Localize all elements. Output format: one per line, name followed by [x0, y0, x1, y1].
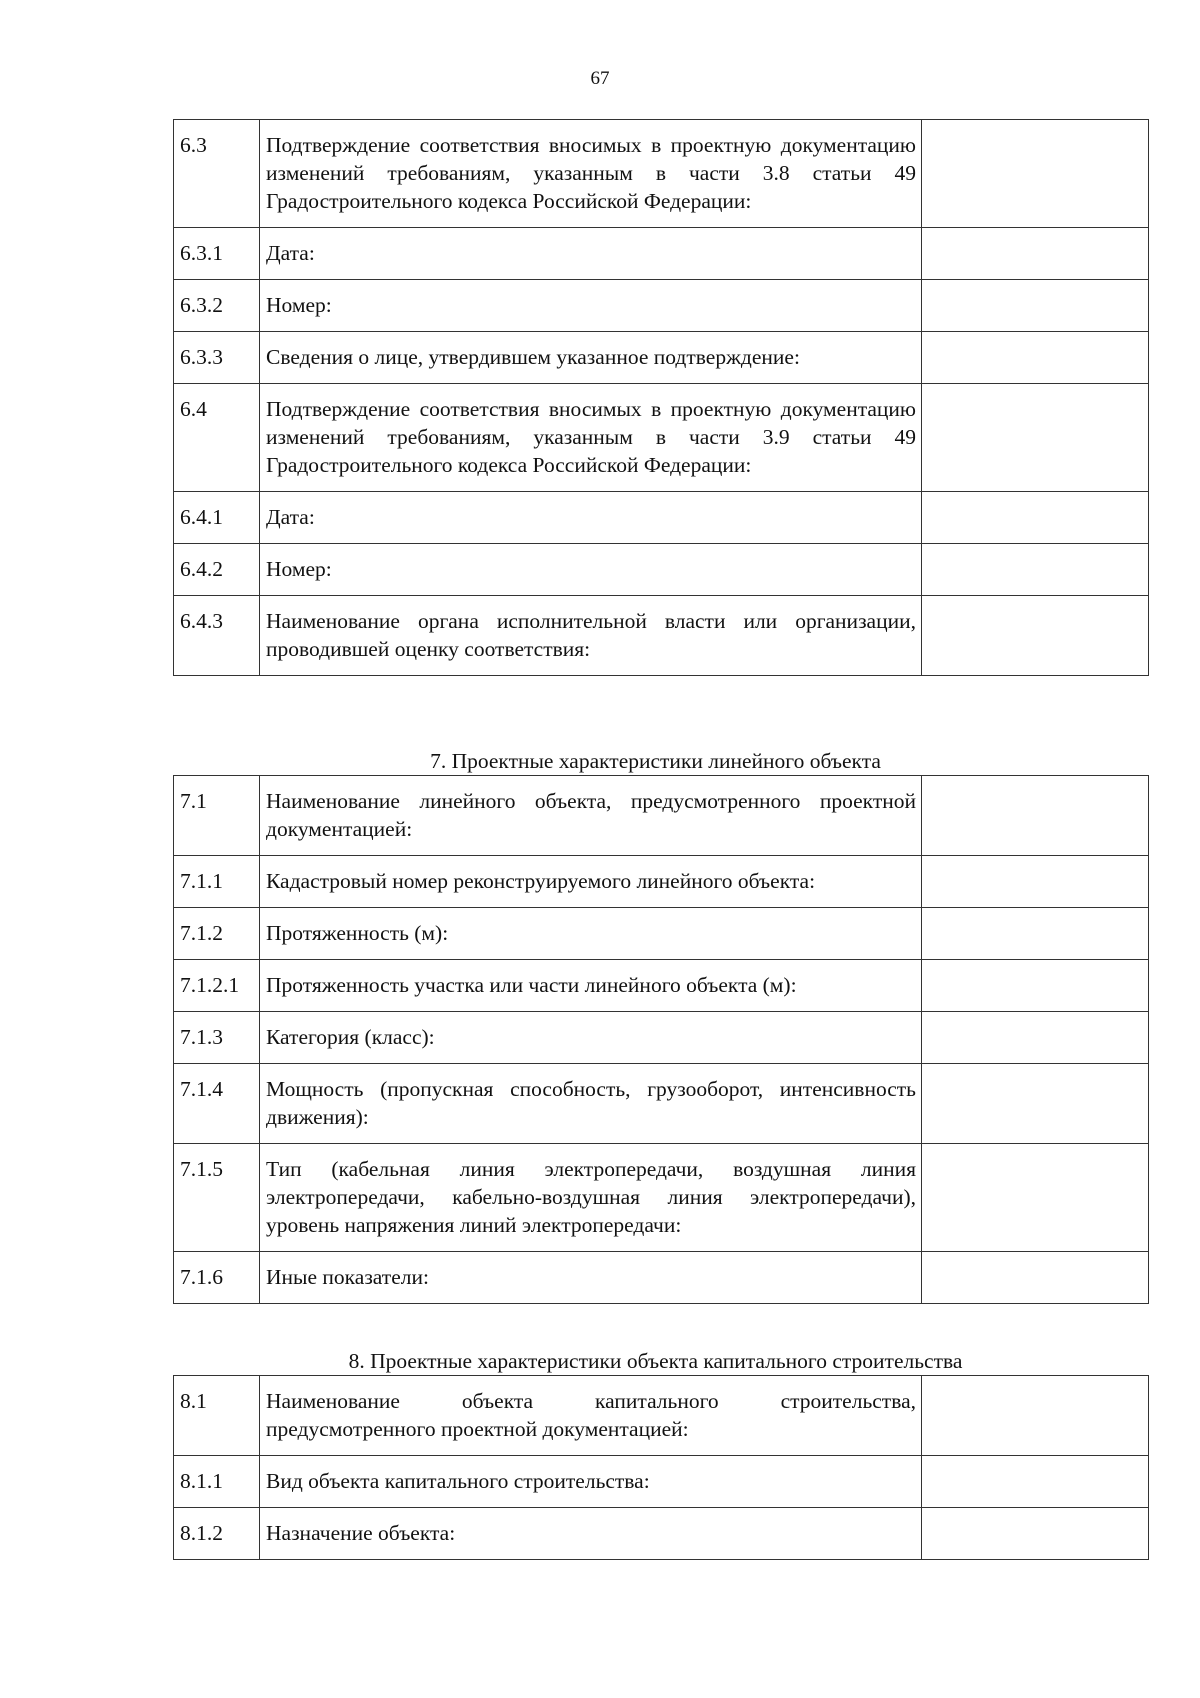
- item-number: 8.1: [174, 1376, 260, 1456]
- table-row: [174, 960, 1149, 1012]
- field-value-cell[interactable]: [922, 856, 1149, 908]
- table-row: [174, 1508, 1149, 1560]
- field-label: Дата:: [260, 228, 922, 280]
- section-6-table: [173, 119, 1149, 676]
- section-8-table: [173, 1375, 1149, 1560]
- item-number: 6.3.2: [174, 280, 260, 332]
- field-value-cell[interactable]: [922, 1252, 1149, 1304]
- field-label: Вид объекта капитального строительства:: [260, 1456, 922, 1508]
- field-value-cell[interactable]: [922, 1144, 1149, 1252]
- table-row: [174, 384, 1149, 492]
- field-value-cell[interactable]: [922, 544, 1149, 596]
- table-row: [174, 908, 1149, 960]
- field-label: Подтверждение соответствия вносимых в проектную документацию изменений требованиям, указанным в части 3.8 статьи 49 Градостроительного кодекса Российской Федерации:: [260, 120, 922, 228]
- field-value-cell[interactable]: [922, 1012, 1149, 1064]
- item-number: 7.1.2: [174, 908, 260, 960]
- item-number: 7.1.6: [174, 1252, 260, 1304]
- item-number: 7.1.2.1: [174, 960, 260, 1012]
- item-number: 7.1.3: [174, 1012, 260, 1064]
- section-7-table: [173, 775, 1149, 1304]
- table-row: [174, 492, 1149, 544]
- field-value-cell[interactable]: [922, 384, 1149, 492]
- field-label: Назначение объекта:: [260, 1508, 922, 1560]
- field-label: Номер:: [260, 280, 922, 332]
- item-number: 6.4.1: [174, 492, 260, 544]
- field-label: Сведения о лице, утвердившем указанное подтверждение:: [260, 332, 922, 384]
- table-row: [174, 544, 1149, 596]
- table-row: [174, 596, 1149, 676]
- field-label: Наименование объекта капитального строительства, предусмотренного проектной документацией:: [260, 1376, 922, 1456]
- field-label: Мощность (пропускная способность, грузооборот, интенсивность движения):: [260, 1064, 922, 1144]
- field-value-cell[interactable]: [922, 1456, 1149, 1508]
- field-value-cell[interactable]: [922, 776, 1149, 856]
- table-row: [174, 120, 1149, 228]
- item-number: 7.1.4: [174, 1064, 260, 1144]
- section-7-title: 7. Проектные характеристики линейного объекта: [430, 749, 881, 773]
- item-number: 6.4.3: [174, 596, 260, 676]
- field-label: Номер:: [260, 544, 922, 596]
- section-8-title: 8. Проектные характеристики объекта капитального строительства: [348, 1349, 963, 1373]
- table-row: [174, 776, 1149, 856]
- field-label: Категория (класс):: [260, 1012, 922, 1064]
- table-row: [174, 1456, 1149, 1508]
- item-number: 6.3: [174, 120, 260, 228]
- field-value-cell[interactable]: [922, 120, 1149, 228]
- field-label: Протяженность (м):: [260, 908, 922, 960]
- item-number: 7.1.1: [174, 856, 260, 908]
- page-number: 67: [590, 68, 610, 89]
- item-number: 6.3.1: [174, 228, 260, 280]
- table-row: [174, 856, 1149, 908]
- item-number: 8.1.1: [174, 1456, 260, 1508]
- table-row: [174, 1252, 1149, 1304]
- table-row: [174, 1144, 1149, 1252]
- field-label: Кадастровый номер реконструируемого линейного объекта:: [260, 856, 922, 908]
- field-value-cell[interactable]: [922, 280, 1149, 332]
- item-number: 6.4.2: [174, 544, 260, 596]
- field-label: Протяженность участка или части линейного объекта (м):: [260, 960, 922, 1012]
- table-row: [174, 332, 1149, 384]
- field-label: Наименование линейного объекта, предусмотренного проектной документацией:: [260, 776, 922, 856]
- item-number: 7.1.5: [174, 1144, 260, 1252]
- field-value-cell[interactable]: [922, 1376, 1149, 1456]
- table-row: [174, 228, 1149, 280]
- field-value-cell[interactable]: [922, 332, 1149, 384]
- item-number: 8.1.2: [174, 1508, 260, 1560]
- field-label: Тип (кабельная линия электропередачи, воздушная линия электропередачи, кабельно-воздушная линия электропередачи), уровень напряжения линий электропередачи:: [260, 1144, 922, 1252]
- field-value-cell[interactable]: [922, 960, 1149, 1012]
- field-value-cell[interactable]: [922, 492, 1149, 544]
- table-row: [174, 1012, 1149, 1064]
- field-label: Наименование органа исполнительной власти или организации, проводившей оценку соответствия:: [260, 596, 922, 676]
- item-number: 6.3.3: [174, 332, 260, 384]
- item-number: 6.4: [174, 384, 260, 492]
- field-value-cell[interactable]: [922, 596, 1149, 676]
- field-label: Иные показатели:: [260, 1252, 922, 1304]
- field-value-cell[interactable]: [922, 1064, 1149, 1144]
- field-value-cell[interactable]: [922, 1508, 1149, 1560]
- field-label: Подтверждение соответствия вносимых в проектную документацию изменений требованиям, указанным в части 3.9 статьи 49 Градостроительного кодекса Российской Федерации:: [260, 384, 922, 492]
- table-row: [174, 280, 1149, 332]
- field-value-cell[interactable]: [922, 228, 1149, 280]
- field-value-cell[interactable]: [922, 908, 1149, 960]
- table-row: [174, 1064, 1149, 1144]
- item-number: 7.1: [174, 776, 260, 856]
- field-label: Дата:: [260, 492, 922, 544]
- table-row: [174, 1376, 1149, 1456]
